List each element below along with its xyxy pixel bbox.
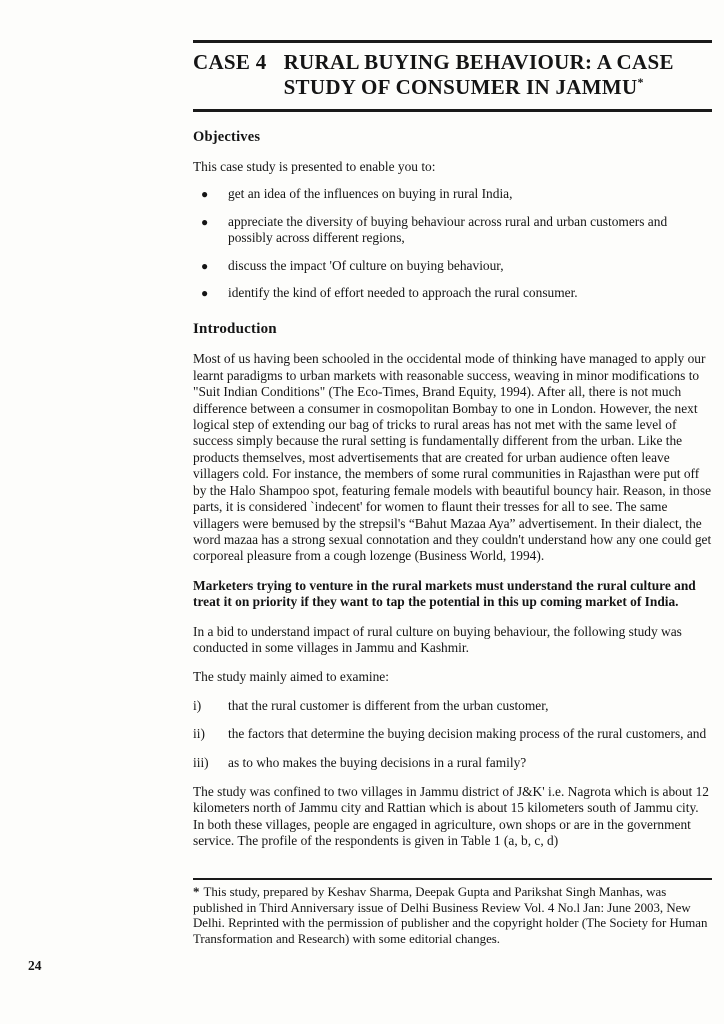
aim-list-item (193, 726, 712, 742)
introduction-heading: Introduction (193, 321, 277, 338)
case-number-label: CASE 4 (193, 50, 267, 74)
page-content (193, 40, 712, 948)
objectives-heading: Objectives (193, 129, 261, 145)
case-title-line2 (284, 75, 674, 100)
bullet-icon: ● (201, 286, 209, 301)
aim-list-item (193, 755, 712, 771)
objectives-lead: This case study is presented to enable you to: (193, 159, 436, 174)
objective-text: appreciate the diversity of buying behaviour across rural and urban customers and possibly across different regions, (228, 213, 668, 246)
objective-list-item (193, 214, 712, 247)
aim-text: the factors that determine the buying decision making process of the rural customers, and (228, 726, 707, 742)
bullet-icon: ● (201, 187, 209, 202)
introduction-paragraph-1: Most of us having been schooled in the occidental mode of thinking have managed to apply our learnt paradigms to urban markets with reasonable success, weaving in minor modifications to "Suit Indian Conditions" (The Eco-Times, Brand Equity, 1994). After all, there is not much difference between a consumer in cosmopolitan Bombay to one in London. However, the next logical step of extending our bag of tricks to rural areas has not met with the same level of success simply because the rural setting is fundamentally different from the urban. Like the products themselves, most advertisements that are created for urban audience often leave villagers cold. For instance, the members of some rural communities in Rajasthan were put off by the Halo Shampoo spot, featuring female models with beautiful bouncy hair. Reason, in those parts, it is considered `indecent' for women to flaunt their tresses for all to see. The same villagers were bemused by the strepsil's “Bahut Mazaa Aya” advertisement. In their dialect, the word mazaa has a strong sexual connotation and they couldn't understand how any one could get corporeal pleasure from a cough lozenge (Business World, 1994). (193, 351, 712, 564)
case-title-line2-text: STUDY OF CONSUMER IN JAMMU (283, 75, 638, 99)
aim-marker: iii) (193, 754, 209, 770)
objective-text: identify the kind of effort needed to approach the rural consumer. (228, 285, 578, 301)
footnote-block (193, 878, 712, 949)
objective-list-item (193, 186, 712, 202)
case-title-line1: RURAL BUYING BEHAVIOUR: A CASE (283, 50, 674, 74)
footnote-marker: * (193, 884, 200, 899)
title-footnote-marker: * (637, 75, 644, 89)
aim-marker: i) (193, 697, 202, 713)
bullet-icon: ● (201, 214, 209, 229)
case-title-block (193, 40, 712, 112)
aim-text: as to who makes the buying decisions in a rural family? (228, 754, 527, 770)
aim-list-item (193, 698, 712, 714)
marketers-bold-paragraph: Marketers trying to venture in the rural markets must understand the rural culture and treat it on priority if they want to tap the potential in this up coming market of India. (193, 577, 696, 610)
case-title (284, 50, 674, 100)
aim-marker: ii) (193, 726, 205, 742)
objective-text: discuss the impact 'Of culture on buying behaviour, (228, 257, 504, 273)
objective-text: get an idea of the influences on buying in rural India, (228, 186, 513, 202)
objective-list-item (193, 258, 712, 274)
case-title-row (193, 50, 712, 100)
aim-text: that the rural customer is different from the urban customer, (228, 697, 549, 713)
bullet-icon: ● (201, 258, 209, 273)
objectives-list (193, 186, 712, 301)
footnote-text: This study, prepared by Keshav Sharma, Deepak Gupta and Parikshat Singh Manhas, was published in Third Anniversary issue of Delhi Business Review Vol. 4 No.l Jan: June 2003, New Delhi. Reprinted with the permission of publisher and the copyright holder (The Society for Human Transformation and Research) with some editorial changes. (193, 884, 708, 947)
page-number: 24 (28, 958, 42, 973)
villages-paragraph: The study was confined to two villages in Jammu district of J&K' i.e. Nagrota which is about 12 kilometers north of Jammu city and Rattian which is about 15 kilometers south of Jammu city. In both these villages, people are engaged in agriculture, own shops or are in the government service. The profile of the respondents is given in Table 1 (a, b, c, d) (193, 783, 710, 849)
objective-list-item (193, 285, 712, 301)
aims-lead: The study mainly aimed to examine: (193, 669, 389, 685)
study-context-paragraph: In a bid to understand impact of rural culture on buying behaviour, the following study was conducted in some villages in Jammu and Kashmir. (193, 623, 682, 655)
aims-list (193, 698, 712, 771)
